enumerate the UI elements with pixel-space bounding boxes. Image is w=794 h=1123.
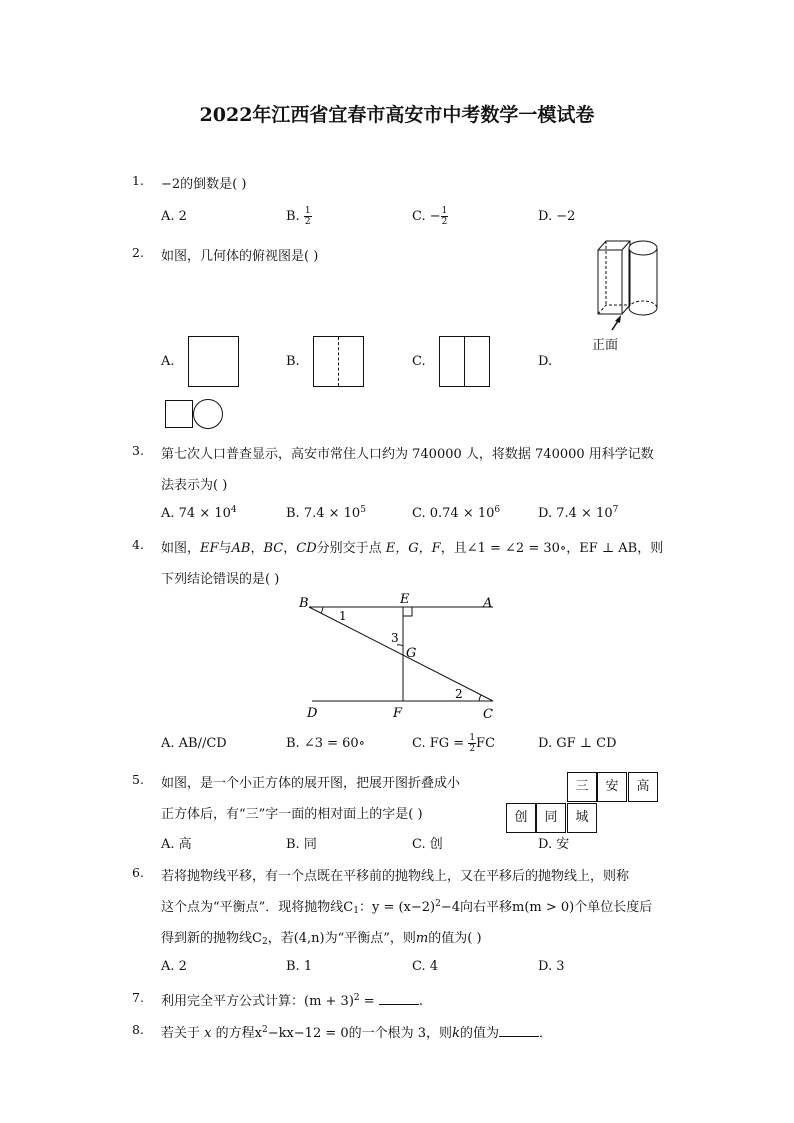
q4-label-g: G (406, 646, 417, 661)
q3-number: 3. (132, 443, 144, 458)
q8-text: 若关于 x 的方程$x^2-kx-12 = 0$的一个根为 3，则k的值为 ． (161, 1025, 552, 1041)
q4-option-b: B. ∠3 = 60∘ (286, 736, 366, 751)
q4-label-angle2: 2 (455, 687, 463, 701)
q2-option-d-label: D. (538, 354, 553, 369)
q5-net-cell-an: 安 (597, 772, 627, 802)
q5-net-cell-san: 三 (567, 772, 597, 802)
q5-net-cell-cheng: 城 (567, 803, 597, 833)
q6-number: 6. (132, 865, 144, 880)
q1-option-c: C. − $\frac{1}{2}$ (412, 206, 448, 227)
q5-line2: 正方体后，有“三”字一面的相对面上的字是( ) (161, 807, 423, 822)
q2-front-label: 正面 (592, 338, 619, 353)
q4-label-a: A (483, 596, 493, 611)
q1-text: −2的倒数是( ) (161, 177, 247, 192)
q6-option-a: A. 2 (161, 959, 187, 974)
q4-figure (290, 590, 510, 725)
q4-option-d: D. GF ⊥ CD (538, 736, 617, 751)
q6-option-c: C. 4 (412, 959, 439, 974)
q1-option-d: D. −2 (538, 209, 576, 224)
q6-line1: 若将抛物线平移，有一个点既在平移前的抛物线上，又在平移后的抛物线上，则称 (161, 869, 630, 884)
q5-option-c: C. 创 (412, 837, 443, 852)
q1-option-b: B. $\frac{1}{2}$ (286, 206, 311, 227)
q5-net-cell-gao: 高 (628, 772, 658, 802)
q2-option-a-square (188, 336, 239, 387)
q8-number: 8. (132, 1022, 144, 1037)
q8-answer-blank[interactable] (499, 1024, 539, 1037)
q5-line1: 如图，是一个小正方体的展开图，把展开图折叠成小 (161, 776, 461, 791)
q3-line1: 第七次人口普查显示，高安市常住人口约为 740000 人，将数据 740000 用科学记数 (161, 447, 654, 462)
q4-label-angle3: 3 (391, 631, 399, 645)
q3-option-c: C. $0.74 \times 10^6$ (412, 505, 501, 521)
q4-line1: 如图，EF与AB，BC，CD分别交于点 E，G，F，且∠1 = ∠2 = 30∘，EF ⊥ AB，则 (161, 541, 664, 556)
q4-label-d: D (307, 706, 318, 721)
q1-option-a: A. 2 (161, 209, 187, 224)
q6-option-d: D. 3 (538, 959, 565, 974)
q4-label-angle1: 1 (339, 609, 347, 623)
q2-option-c-figure (439, 336, 490, 387)
q2-option-b-figure (313, 336, 364, 387)
q4-line2: 下列结论错误的是( ) (161, 572, 280, 587)
q3-option-d: D. $7.4 \times 10^7$ (538, 505, 619, 521)
page-title: 2022年江西省宜春市高安市中考数学一模试卷 (199, 104, 595, 126)
q2-option-b-label: B. (286, 354, 300, 369)
q4-label-b: B (299, 596, 309, 611)
q4-option-a: A. AB//CD (161, 736, 227, 751)
q6-line3: 得到新的抛物线$C_2$，若(4,n)为“平衡点”，则m的值为( ) (161, 931, 482, 947)
q2-number: 2. (132, 245, 144, 260)
q4-label-c: C (483, 707, 493, 722)
q4-option-c: C. FG = $\frac{1}{2}$ FC (412, 733, 496, 754)
q2-option-c-label: C. (412, 354, 426, 369)
q3-line2: 法表示为( ) (161, 478, 228, 493)
q5-net-cell-chuang: 创 (506, 803, 536, 833)
q3-option-b: B. $7.4 \times 10^5$ (286, 505, 366, 521)
q4-label-f: F (393, 706, 403, 721)
q7-text: 利用完全平方公式计算：$(m + 3)^2$ = . (161, 993, 423, 1009)
q7-answer-blank[interactable] (379, 992, 419, 1005)
q3-option-a: A. $74 \times 10^4$ (161, 505, 237, 521)
q6-option-b: B. 1 (286, 959, 313, 974)
q4-label-e: E (400, 592, 410, 607)
q5-number: 5. (132, 772, 144, 787)
q5-option-d: D. 安 (538, 837, 570, 852)
q1-number: 1. (132, 173, 144, 188)
q4-number: 4. (132, 537, 144, 552)
q2-option-a-label: A. (161, 354, 175, 369)
q2-option-d-square (165, 400, 193, 428)
q6-line2: 这个点为“平衡点”．现将抛物线$C_1$：$y = (x-2)^2-4$向右平移m(m > 0)个单位长度后 (161, 899, 653, 916)
q2-text: 如图，几何体的俯视图是( ) (161, 249, 319, 264)
q5-net-cell-tong: 同 (536, 803, 566, 833)
q7-number: 7. (132, 990, 144, 1005)
q5-option-a: A. 高 (161, 837, 192, 852)
q2-option-d-circle (193, 399, 223, 429)
q5-option-b: B. 同 (286, 837, 317, 852)
